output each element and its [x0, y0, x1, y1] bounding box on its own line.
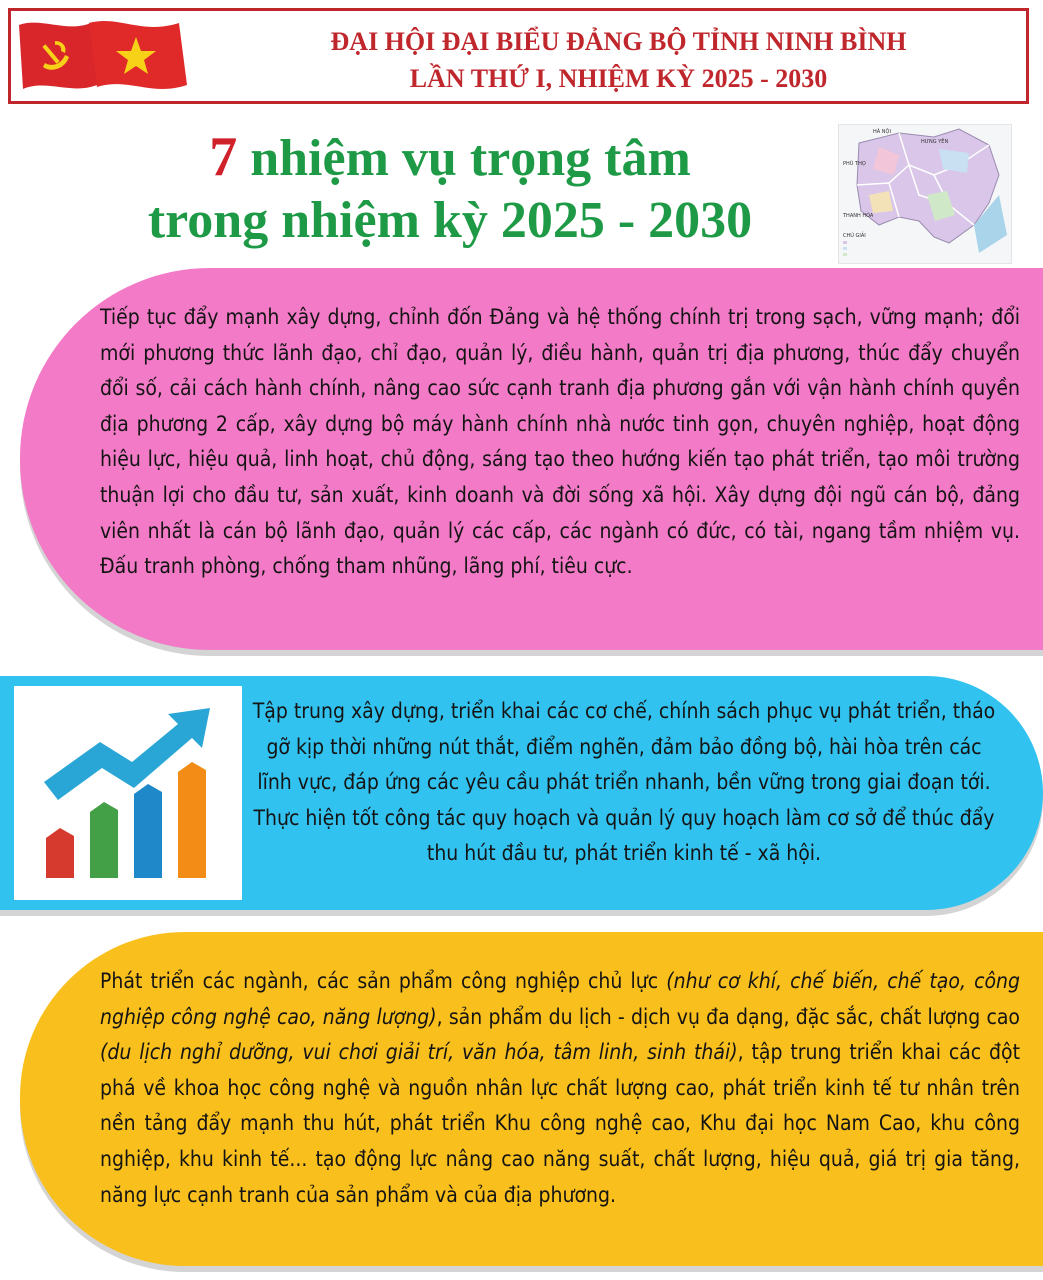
map-icon [839, 125, 1011, 263]
map-label-hanoi: HÀ NỘI [873, 129, 891, 135]
task-2-text [250, 694, 998, 872]
task-3-segment-1: Phát triển các ngành, các sản phẩm công nghiệp chủ lực [100, 969, 667, 993]
map-label-hungyen: HƯNG YÊN [921, 139, 949, 145]
task-3-segment-2-italic: (như cơ khí, chế biến, chế tạo, công nghiệp công nghệ cao, năng lượng) [100, 969, 1021, 1029]
task-1-text [100, 300, 1020, 585]
growth-chart-icon [14, 686, 242, 900]
task-3-text [100, 964, 1020, 1213]
header-title-line1: ĐẠI HỘI ĐẠI BIỂU ĐẢNG BỘ TỈNH NINH BÌNH [330, 27, 907, 56]
map-label-thanhhoa: THANH HÓA [843, 213, 874, 219]
map-label-phutho: PHÚ THỌ [843, 161, 866, 167]
task-3-segment-4-italic: (du lịch nghỉ dưỡng, vui chơi giải trí, văn hóa, tâm linh, sinh thái) [100, 1040, 738, 1065]
title-number: 7 [209, 126, 238, 188]
map-legend-label: CHÚ GIẢI [843, 233, 866, 239]
task-1-segment: Tiếp tục đẩy mạnh xây dựng, chỉnh đốn Đảng và hệ thống chính trị trong sạch, vững mạnh; đổi mới phương thức lãnh đạo, chỉ đạo, quản lý, điều hành, quản trị địa phương, thúc đẩy chuyển đổi số, cải cách hành chính, nâng cao sức cạnh tranh địa phương gắn với vận hành chính quyền địa phương 2 cấp, xây dựng bộ máy hành chính nhà nước tinh gọn, chuyên nghiệp, hoạt động hiệu lực, hiệu quả, linh hoạt, chủ động, sáng tạo theo hướng kiến tạo phát triển, tạo môi trường thuận lợi cho đầu tư, sản xuất, kinh doanh và đời sống xã hội. Xây dựng đội ngũ cán bộ, đảng viên nhất là cán bộ lãnh đạo, quản lý các cấp, các ngành có đức, có tài, ngang tầm nhiệm vụ. Đấu tranh phòng, chống tham nhũng, lãng phí, tiêu cực. [100, 305, 1020, 579]
title-line1: nhiệm vụ trọng tâm [237, 130, 691, 187]
province-map-image [838, 124, 1012, 264]
task-2-segment: Tập trung xây dựng, triển khai các cơ chế, chính sách phục vụ phát triển, tháo gỡ kịp thời những nút thắt, điểm nghẽn, đảm bảo đồng bộ, hài hòa trên các lĩnh vực, đáp ứng các yêu cầu phát triển nhanh, bền vững trong giai đoạn tới. Thực hiện tốt công tác quy hoạch và quản lý quy hoạch làm cơ sở để thúc đẩy thu hút đầu tư, phát triển kinh tế - xã hội. [252, 699, 996, 866]
task-3-segment-3: , sản phẩm du lịch - dịch vụ đa dạng, đặc sắc, chất lượng cao [436, 1004, 1020, 1029]
header-banner [8, 8, 1029, 104]
title-line2: trong nhiệm kỳ 2025 - 2030 [147, 192, 753, 249]
header-title-line2: LẦN THỨ I, NHIỆM KỲ 2025 - 2030 [409, 64, 828, 93]
task-3-segment-5: , tập trung triển khai các đột phá về khoa học công nghệ và nguồn nhân lực chất lượng cao, phát triển kinh tế tư nhân trên nền tảng đẩy mạnh thu hút, phát triển Khu công nghệ cao, Khu đại học Nam Cao, khu công nghiệp, khu kinh tế... tạo động lực nâng cao năng suất, chất lượng, hiệu quả, giá trị gia tăng, năng lực cạnh tranh của sản phẩm và của địa phương. [100, 1040, 1020, 1207]
party-and-national-flags-icon [11, 15, 211, 99]
page-title [60, 126, 840, 252]
